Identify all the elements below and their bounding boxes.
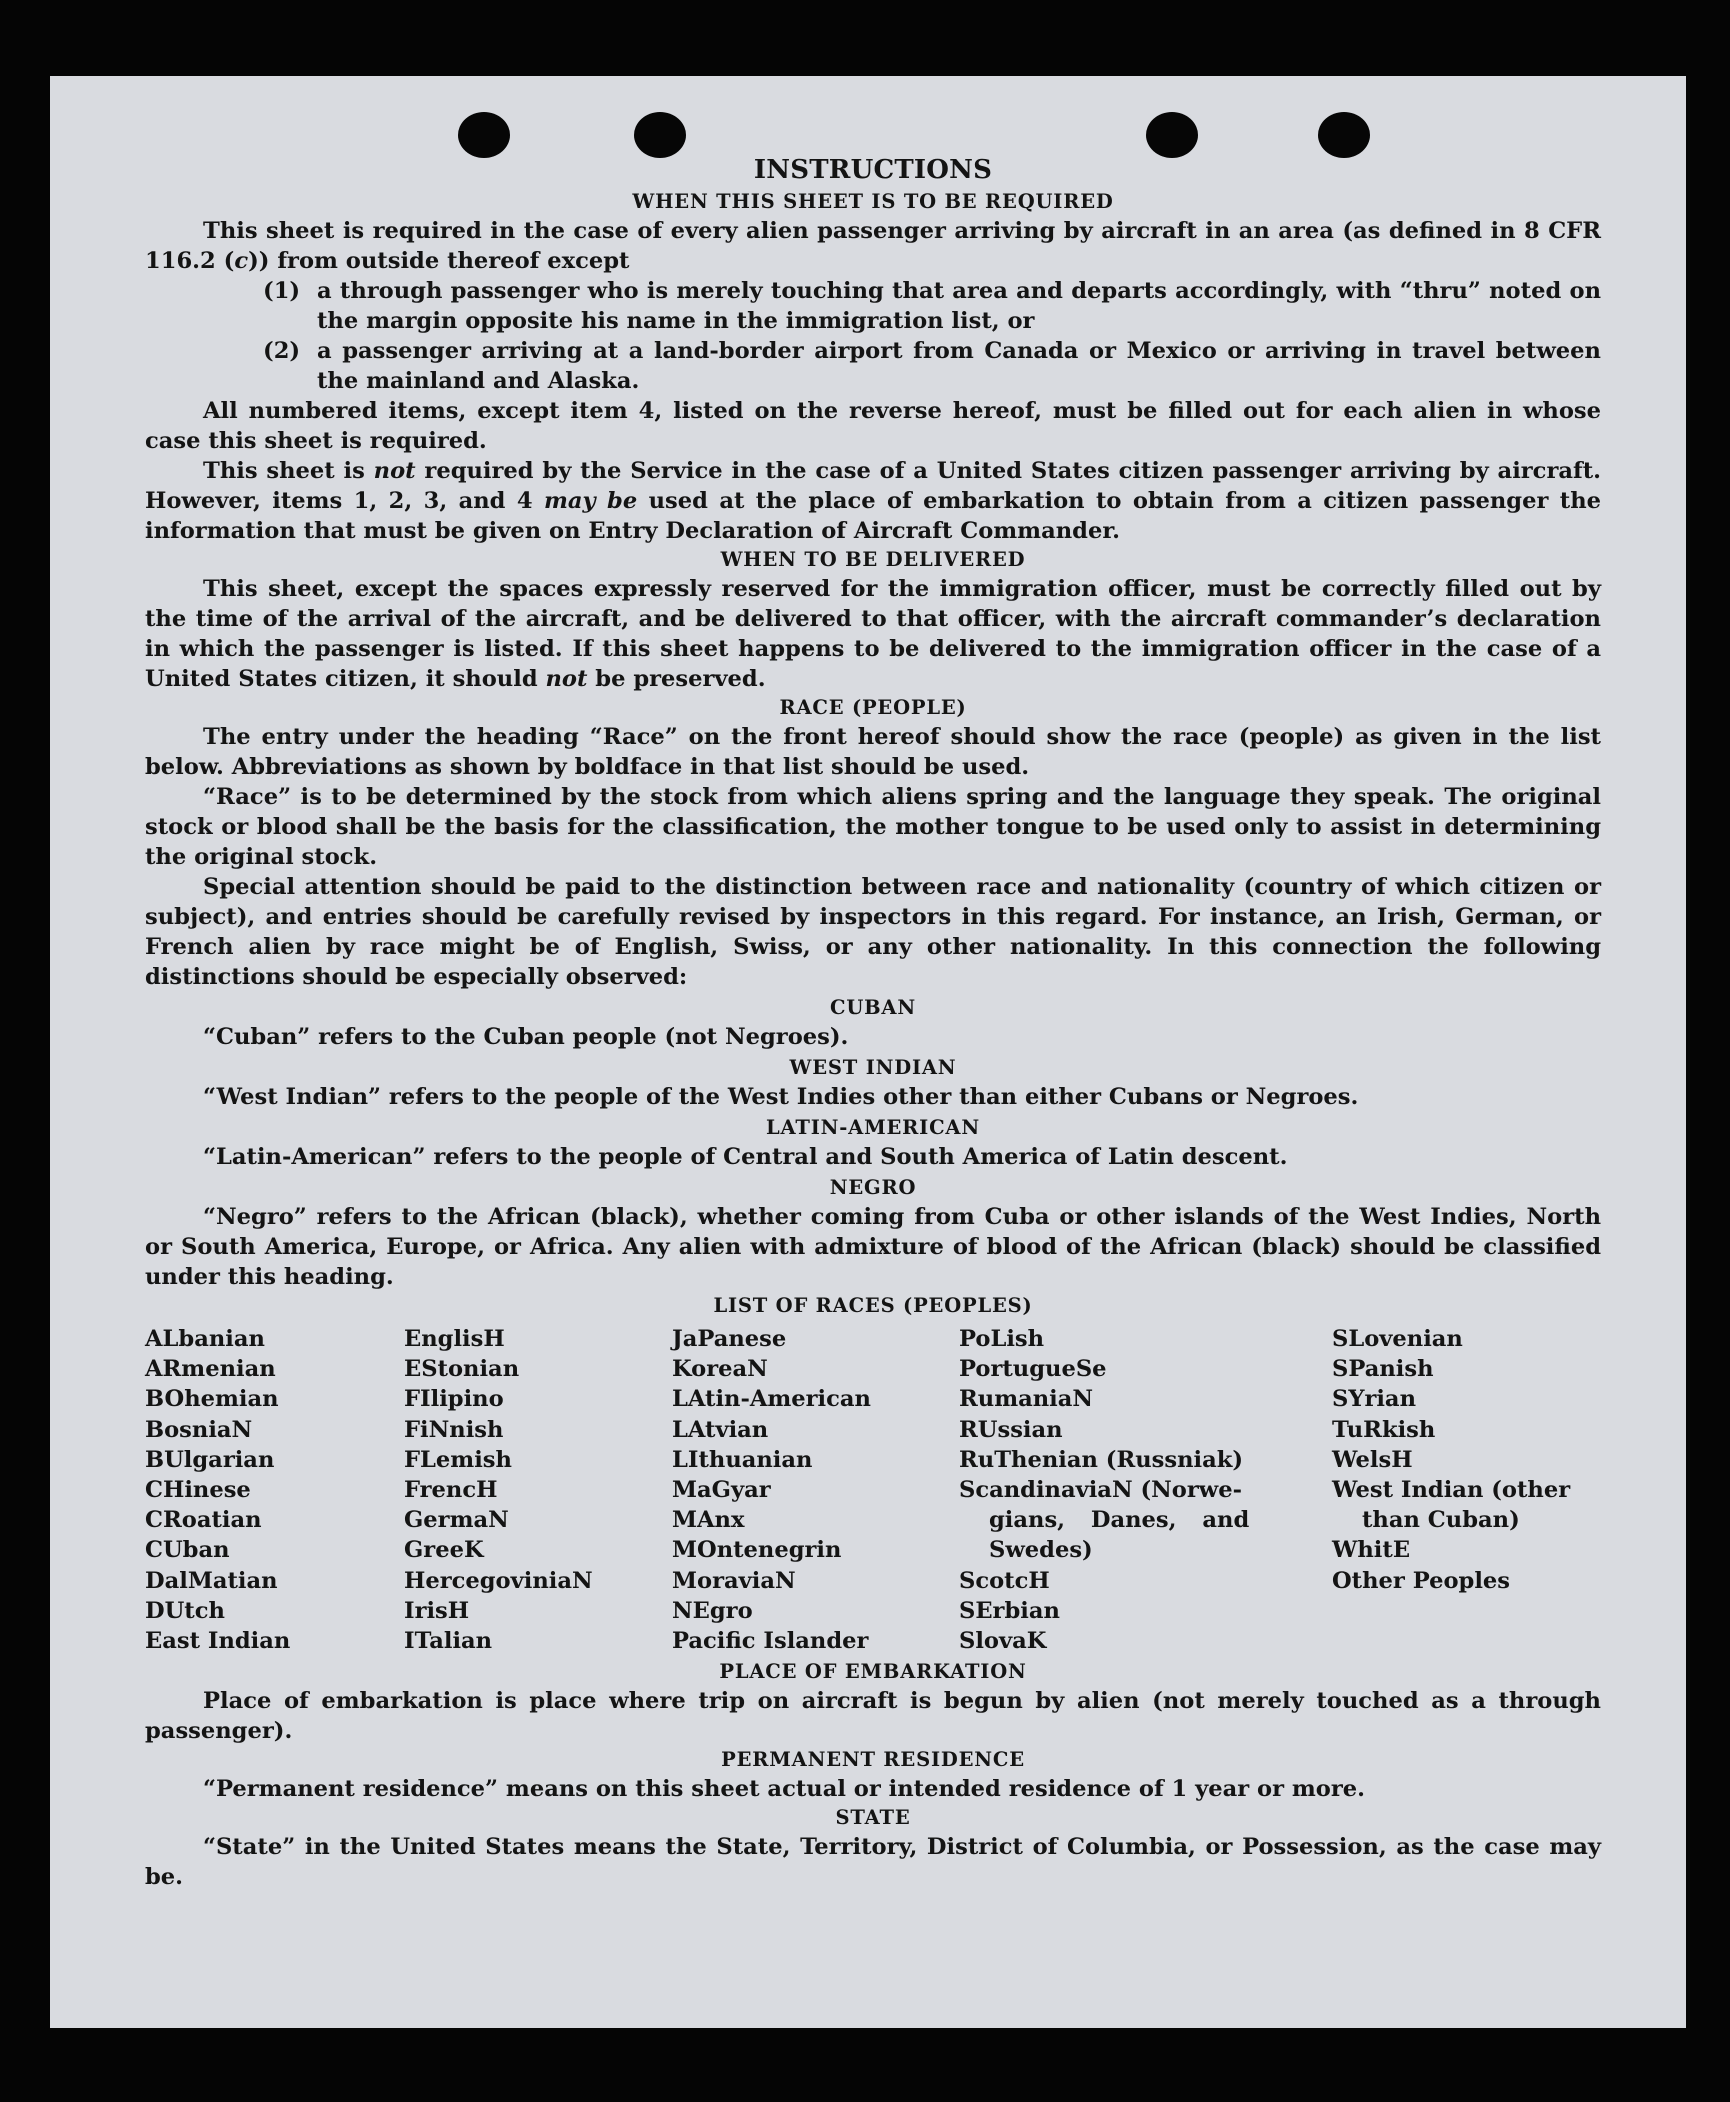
race-entry: PoLish <box>959 1326 1045 1352</box>
race-entry: PortugueSe <box>959 1356 1107 1383</box>
race-entry: NEgro <box>672 1597 753 1624</box>
race-entry: HercegoviniaN <box>404 1567 593 1594</box>
race-entry: BOhemian <box>145 1386 279 1413</box>
race-entry: MoraviaN <box>672 1567 796 1594</box>
race-entry: BosniaN <box>145 1416 253 1443</box>
exception-item <box>145 276 1601 336</box>
race-entry: GermaN <box>404 1507 509 1534</box>
paragraph-cuban: “Cuban” refers to the Cuban people (not Negroes). <box>203 1024 849 1050</box>
text-span: used at the place of embarkation to obtain from a citizen passenger the information that must be given on Entry Declaration of Aircraft Commander. <box>145 488 1602 544</box>
race-entry: WelsH <box>1332 1446 1413 1473</box>
page-title: INSTRUCTIONS <box>753 155 993 185</box>
section-heading-negro: NEGRO <box>829 1176 917 1199</box>
paragraph-state: “State” in the United States means the State, Territory, District of Columbia, or Possession, as the case may be. <box>145 1834 1601 1891</box>
race-entry: RumaniaN <box>959 1386 1094 1413</box>
race-entry: TuRkish <box>1332 1416 1436 1443</box>
text-span: This sheet is required in the case of every alien passenger arriving by aircraft in an area (as defined in 8 CFR 116.2 ( <box>145 218 1601 274</box>
race-entry: LAtin-American <box>672 1386 871 1413</box>
race-entry: FLemish <box>404 1446 512 1473</box>
race-entry: WhitE <box>1332 1537 1411 1564</box>
race-entry: FrencH <box>404 1477 498 1504</box>
item-number: (1) <box>263 278 301 304</box>
race-entry: SPanish <box>1332 1356 1434 1383</box>
race-entry: ITalian <box>404 1628 493 1655</box>
race-entry: DalMatian <box>145 1567 278 1594</box>
race-entry: EnglisH <box>404 1326 505 1352</box>
section-heading-race: RACE (PEOPLE) <box>779 696 967 719</box>
text-span: required by the Service in the case of a United States citizen passenger arriving by aircraft. However, items 1, 2, 3, and 4 <box>145 458 1602 514</box>
race-entry: FiNnish <box>404 1416 504 1443</box>
paragraph-citizen <box>145 456 1601 546</box>
paragraph-delivery <box>145 574 1601 694</box>
race-entry: East Indian <box>145 1628 291 1655</box>
paragraph-required-intro <box>145 216 1601 276</box>
race-entry: SYrian <box>1332 1386 1416 1413</box>
race-entry: SLovenian <box>1332 1326 1463 1352</box>
race-entry: SlovaK <box>959 1628 1047 1655</box>
paragraph-embarkation: Place of embarkation is place where trip on aircraft is begun by alien (not merely touched as a through passenger). <box>145 1688 1601 1745</box>
race-entry: RuThenian (Russniak) <box>959 1446 1244 1473</box>
race-list <box>145 1324 1601 1656</box>
race-entry: Other Peoples <box>1332 1567 1510 1594</box>
instructions-body <box>145 152 1601 1892</box>
race-entry: SErbian <box>959 1597 1060 1624</box>
race-entry: IrisH <box>404 1597 470 1624</box>
section-heading-residence: PERMANENT RESIDENCE <box>721 1748 1025 1772</box>
item-number: (2) <box>263 338 301 364</box>
race-column <box>404 1324 672 1656</box>
item-text: a through passenger who is merely touching that area and departs accordingly, with “thru” noted on the margin opposite his name in the immigration list, or <box>317 278 1601 334</box>
race-column <box>145 1324 404 1656</box>
race-entry-continued: Swedes) <box>989 1537 1093 1564</box>
race-entry: ALbanian <box>145 1326 265 1352</box>
section-heading-west-indian: WEST INDIAN <box>789 1056 957 1079</box>
paragraph-race-nationality: Special attention should be paid to the distinction between race and nationality (country of which citizen or subject), and entries should be carefully revised by inspectors in this regard. For instance, an Irish, German, or French alien by race might be of English, Swiss, or any other nationality. In this connection the following distinctions should be especially observed: <box>145 874 1601 990</box>
section-heading-list-of-races: LIST OF RACES (PEOPLES) <box>713 1294 1033 1317</box>
section-heading-when-delivered: WHEN TO BE DELIVERED <box>720 548 1026 571</box>
race-column <box>672 1324 959 1656</box>
race-entry: CUban <box>145 1537 230 1564</box>
exception-item <box>145 336 1601 396</box>
race-entry: KoreaN <box>672 1356 768 1383</box>
text-span: )) from outside thereof except <box>248 248 630 274</box>
race-entry-continued: than Cuban) <box>1362 1507 1520 1534</box>
race-entry-continued: gians, Danes, and <box>989 1507 1250 1534</box>
paragraph-latin-american: “Latin-American” refers to the people of Central and South America of Latin descent. <box>203 1144 1288 1170</box>
section-heading-latin-american: LATIN-AMERICAN <box>766 1116 980 1139</box>
italic-text: not <box>545 666 588 692</box>
section-heading-state: STATE <box>835 1806 911 1830</box>
race-entry: BUlgarian <box>145 1446 275 1473</box>
race-entry: ScotcH <box>959 1567 1050 1594</box>
race-entry: RUssian <box>959 1416 1063 1443</box>
text-span: This sheet, except the spaces expressly reserved for the immigration officer, must be correctly filled out by the time of the arrival of the aircraft, and be delivered to that officer, with the aircraft commander’s declaration in which the passenger is listed. If this sheet happens to be delivered to the immigration officer in the case of a United States citizen, it should <box>145 576 1601 692</box>
race-entry: CHinese <box>145 1477 251 1504</box>
race-entry: Pacific Islander <box>672 1628 869 1655</box>
italic-text: not <box>373 458 416 484</box>
race-column <box>959 1324 1332 1656</box>
section-heading-when-required: WHEN THIS SHEET IS TO BE REQUIRED <box>632 190 1114 213</box>
race-entry: JaPanese <box>672 1326 787 1352</box>
italic-text: may be <box>543 488 638 514</box>
italic-text: c <box>234 248 249 274</box>
race-column <box>1332 1324 1601 1656</box>
race-entry: FIlipino <box>404 1386 504 1413</box>
item-text: a passenger arriving at a land-border airport from Canada or Mexico or arriving in travel between the mainland and Alaska. <box>317 338 1601 394</box>
paragraph-residence: “Permanent residence” means on this sheet actual or intended residence of 1 year or more. <box>203 1776 1366 1803</box>
section-heading-cuban: CUBAN <box>830 996 916 1019</box>
race-entry: MOntenegrin <box>672 1537 842 1564</box>
paragraph-numbered-items: All numbered items, except item 4, listed on the reverse hereof, must be filled out for each alien in whose case this sheet is required. <box>145 398 1601 454</box>
document-sheet <box>50 76 1686 2028</box>
race-entry: MAnx <box>672 1507 745 1534</box>
paragraph-race-stock: “Race” is to be determined by the stock from which aliens spring and the language they speak. The original stock or blood shall be the basis for the classification, the mother tongue to be used only to assist in determining the original stock. <box>145 784 1601 870</box>
race-entry: CRoatian <box>145 1507 262 1534</box>
text-span: This sheet is <box>203 458 374 484</box>
race-entry: ARmenian <box>145 1356 276 1383</box>
paragraph-negro: “Negro” refers to the African (black), whether coming from Cuba or other islands of the West Indies, North or South America, Europe, or Africa. Any alien with admixture of blood of the African (black) should be classified under this heading. <box>145 1204 1601 1290</box>
race-entry: LAtvian <box>672 1416 769 1443</box>
race-entry: ScandinaviaN (Norwe- <box>959 1477 1242 1504</box>
race-entry: DUtch <box>145 1597 225 1624</box>
paragraph-race-entry: The entry under the heading “Race” on the front hereof should show the race (people) as given in the list below. Abbreviations as shown by boldface in that list should be used. <box>145 724 1601 780</box>
paragraph-west-indian: “West Indian” refers to the people of the West Indies other than either Cubans or Negroes. <box>203 1084 1359 1110</box>
race-entry: West Indian (other <box>1332 1477 1571 1504</box>
race-entry: MaGyar <box>672 1477 771 1504</box>
race-entry: EStonian <box>404 1356 520 1383</box>
text-span: be preserved. <box>587 666 766 692</box>
race-entry: LIthuanian <box>672 1446 813 1473</box>
race-entry: GreeK <box>404 1537 484 1564</box>
section-heading-embarkation: PLACE OF EMBARKATION <box>719 1660 1027 1684</box>
